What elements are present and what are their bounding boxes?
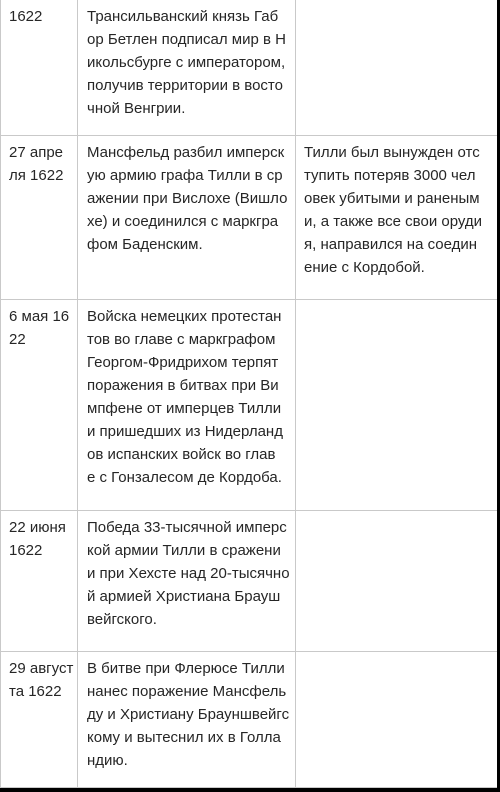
event-text: нанес поражение Мансфель <box>87 683 287 700</box>
result-cell <box>296 511 498 652</box>
date-cell <box>1 0 78 136</box>
date-cell <box>1 652 78 788</box>
date-text: 22 июня <box>9 519 66 536</box>
date-cell <box>1 136 78 300</box>
event-text: Трансильванский князь Габ <box>87 8 279 25</box>
result-text: овек убитыми и раненым <box>304 190 480 207</box>
event-text: кому и вытеснил их в Голла <box>87 729 281 746</box>
event-text: чной Венгрии. <box>87 100 186 117</box>
event-text: и при Хехсте над 20-тысячно <box>87 565 290 582</box>
date-text: 22 <box>9 331 26 348</box>
date-text: та 1622 <box>9 683 62 700</box>
event-text: е с Гонзалесом де Кордоба. <box>87 469 282 486</box>
result-cell <box>296 0 498 136</box>
date-text: 1622 <box>9 8 43 25</box>
event-text: Войска немецких протестан <box>87 308 282 325</box>
event-text: В битве при Флерюсе Тилли <box>87 660 285 677</box>
result-text: тупить потеряв 3000 чел <box>304 167 476 184</box>
date-cell <box>1 300 78 511</box>
event-text: ор Бетлен подписал мир в Н <box>87 31 286 48</box>
event-text: ов испанских войск во глав <box>87 446 276 463</box>
result-text: и, а также все свои оруди <box>304 213 483 230</box>
result-cell <box>296 652 498 788</box>
event-text: поражения в битвах при Ви <box>87 377 279 394</box>
date-text: 6 мая 16 <box>9 308 70 325</box>
event-text: тов во главе с маркграфом <box>87 331 276 348</box>
table-row <box>1 136 498 300</box>
table-row <box>1 511 498 652</box>
date-cell <box>1 511 78 652</box>
result-text: Тилли был вынужден отс <box>304 144 480 161</box>
result-text: ение с Кордобой. <box>304 259 425 276</box>
date-text: ля 1622 <box>9 167 64 184</box>
event-cell <box>78 136 296 300</box>
result-cell <box>296 300 498 511</box>
event-cell <box>78 652 296 788</box>
event-text: вейгского. <box>87 611 157 628</box>
event-cell <box>78 0 296 136</box>
event-text: Мансфельд разбил имперск <box>87 144 285 161</box>
event-text: й армией Христиана Брауш <box>87 588 281 605</box>
date-text: 29 август <box>9 660 74 677</box>
event-text: Георгом-Фридрихом терпят <box>87 354 279 371</box>
event-text: получив территории в восто <box>87 77 283 94</box>
event-text: ажении при Вислохе (Вишло <box>87 190 288 207</box>
event-text: мпфене от имперцев Тилли <box>87 400 282 417</box>
date-text: 1622 <box>9 542 43 559</box>
event-text: хе) и соединился с маркгра <box>87 213 279 230</box>
event-text: ду и Христиану Брауншвейгс <box>87 706 290 723</box>
result-text: я, направился на соедин <box>304 236 478 253</box>
event-text: икольсбурге с императором, <box>87 54 286 71</box>
event-text: фом Баденским. <box>87 236 203 253</box>
table-row <box>1 0 498 136</box>
result-cell <box>296 136 498 300</box>
event-cell <box>78 300 296 511</box>
event-text: Победа 33-тысячной имперс <box>87 519 287 536</box>
event-text: и пришедших из Нидерланд <box>87 423 283 440</box>
table-row <box>1 300 498 511</box>
event-text: кой армии Тилли в сражени <box>87 542 281 559</box>
table-row <box>1 652 498 788</box>
event-text: ую армию графа Тилли в ср <box>87 167 283 184</box>
event-cell <box>78 511 296 652</box>
date-text: 27 апре <box>9 144 64 161</box>
event-text: ндию. <box>87 752 128 769</box>
